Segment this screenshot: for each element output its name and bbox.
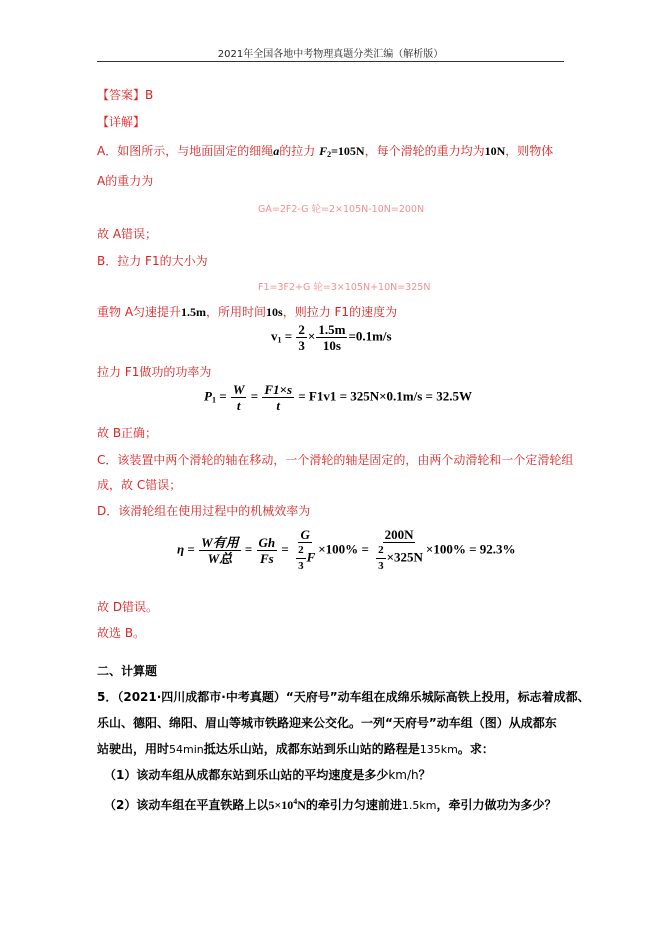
option-a-line2: A的重力为 bbox=[97, 174, 154, 188]
option-b-text-2: ，所用时间 bbox=[206, 305, 267, 319]
speed-unit: km/h bbox=[388, 768, 419, 782]
header-divider bbox=[97, 61, 564, 62]
option-d-conclusion: 故 D错误。 bbox=[97, 600, 159, 614]
page-header-title: 2021年全国各地中考物理真题分类汇编（解析版） bbox=[217, 49, 444, 60]
velocity-fraction-distance: $\frac{1.5m}{10s}$ bbox=[318, 322, 346, 353]
question-5-line2: 乐山、德阳、绵阳、眉山等城市铁路迎来公交化。一列“天府号”动车组（图）从成都东 bbox=[97, 716, 557, 730]
efficiency-equation: η = $\frac{\text{W有用}}{\text{W总}}$ = $\frac{Gh}{Fs}$ = G $\frac{2}{3}$ F ×100% = 200N $\frac{2}{3}$ ×325N ×100% = 92.3% bbox=[177, 527, 516, 572]
option-b-text-3: ，则拉力 F1的速度为 bbox=[282, 305, 398, 319]
question-5-line1: 5．（2021·四川成都市·中考真题）“天府号”动车组在成绵乐城际高铁上投用，标志着成都、 bbox=[97, 690, 590, 704]
option-a-line1 bbox=[97, 142, 553, 159]
lift-time: 10s bbox=[266, 305, 283, 319]
option-a-text-4: ，则物体 bbox=[505, 144, 554, 158]
pulley-weight: 10N bbox=[484, 144, 506, 158]
option-a-conclusion: 故 A错误； bbox=[97, 227, 158, 241]
power-fraction-wt: $\frac{W}{t}$ bbox=[232, 382, 245, 413]
traction-force: $5\times 10^4N$ bbox=[268, 797, 306, 812]
forward-distance: 1.5km bbox=[401, 799, 437, 812]
section-title: 二、计算题 bbox=[97, 664, 158, 678]
eff-fraction-values: 200N $\frac{2}{3}$ ×325N bbox=[378, 527, 423, 572]
power-fraction-fs: $\frac{F1\times s}{t}$ bbox=[264, 382, 292, 413]
option-d-line1: D．该滑轮组在使用过程中的机械效率为 bbox=[97, 504, 311, 518]
detail-label: 【详解】 bbox=[97, 115, 146, 129]
option-b-formula: F1=3F2+G 轮=3×105N+10N=325N bbox=[258, 282, 431, 293]
answer-label: 【答案】B bbox=[97, 88, 154, 102]
option-b-line2 bbox=[97, 303, 397, 320]
question-5-line3: 站驶出，用时54min抵达乐山站，成都东站到乐山站的路程是135km。求： bbox=[97, 742, 494, 756]
eff-fraction-g-f: G $\frac{2}{3}$ F bbox=[298, 527, 316, 572]
travel-time: 54min bbox=[169, 743, 204, 756]
option-b-text-1: 重物 A匀速提升 bbox=[97, 305, 182, 319]
velocity-equation: $v_1$ = $\frac{2}{3}$ × $\frac{1.5m}{10s}$ =0.1m/s bbox=[271, 322, 392, 353]
option-c-line2: 成，故 C错误； bbox=[97, 478, 182, 492]
lift-height: 1.5m bbox=[181, 305, 207, 319]
power-equation: $P_1$ = $\frac{W}{t}$ = $\frac{F1\times s}{t}$ = F1v1 = 325N×0.1m/s = 32.5W bbox=[204, 382, 472, 413]
sub-question-2: （2）该动车组在平直铁路上以$5\times 10^4N$的牵引力匀速前进1.5km，牵引力做功为多少？ bbox=[104, 797, 557, 812]
rope-variable: a bbox=[273, 144, 280, 158]
force-f2: $F_2=105N$ bbox=[319, 144, 365, 159]
option-a-text-2: 的拉力 bbox=[279, 144, 316, 158]
option-b-line1: B．拉力 F1的大小为 bbox=[97, 254, 208, 268]
eff-fraction-ghfs: $\frac{Gh}{Fs}$ bbox=[258, 535, 276, 566]
eff-fraction-work: $\frac{\text{W有用}}{\text{W总}}$ bbox=[201, 535, 239, 566]
final-answer: 故选 B。 bbox=[97, 626, 146, 640]
option-c-line1: C．该装置中两个滑轮的轴在移动，一个滑轮的轴是固定的，由两个动滑轮和一个定滑轮组 bbox=[97, 453, 574, 467]
option-a-text-1: A．如图所示，与地面固定的细绳 bbox=[97, 144, 274, 158]
travel-distance: 135km bbox=[419, 743, 458, 756]
option-b-power-line: 拉力 F1做功的功率为 bbox=[97, 365, 212, 379]
option-b-conclusion: 故 B正确； bbox=[97, 426, 158, 440]
velocity-fraction-ratio: $\frac{2}{3}$ bbox=[298, 322, 305, 353]
option-a-text-3: ，每个滑轮的重力均为 bbox=[364, 144, 485, 158]
sub-question-1: （1）该动车组从成都东站到乐山站的平均速度是多少km/h？ bbox=[104, 768, 431, 782]
option-a-formula: GA=2F2-G 轮=2×105N-10N=200N bbox=[258, 204, 425, 215]
